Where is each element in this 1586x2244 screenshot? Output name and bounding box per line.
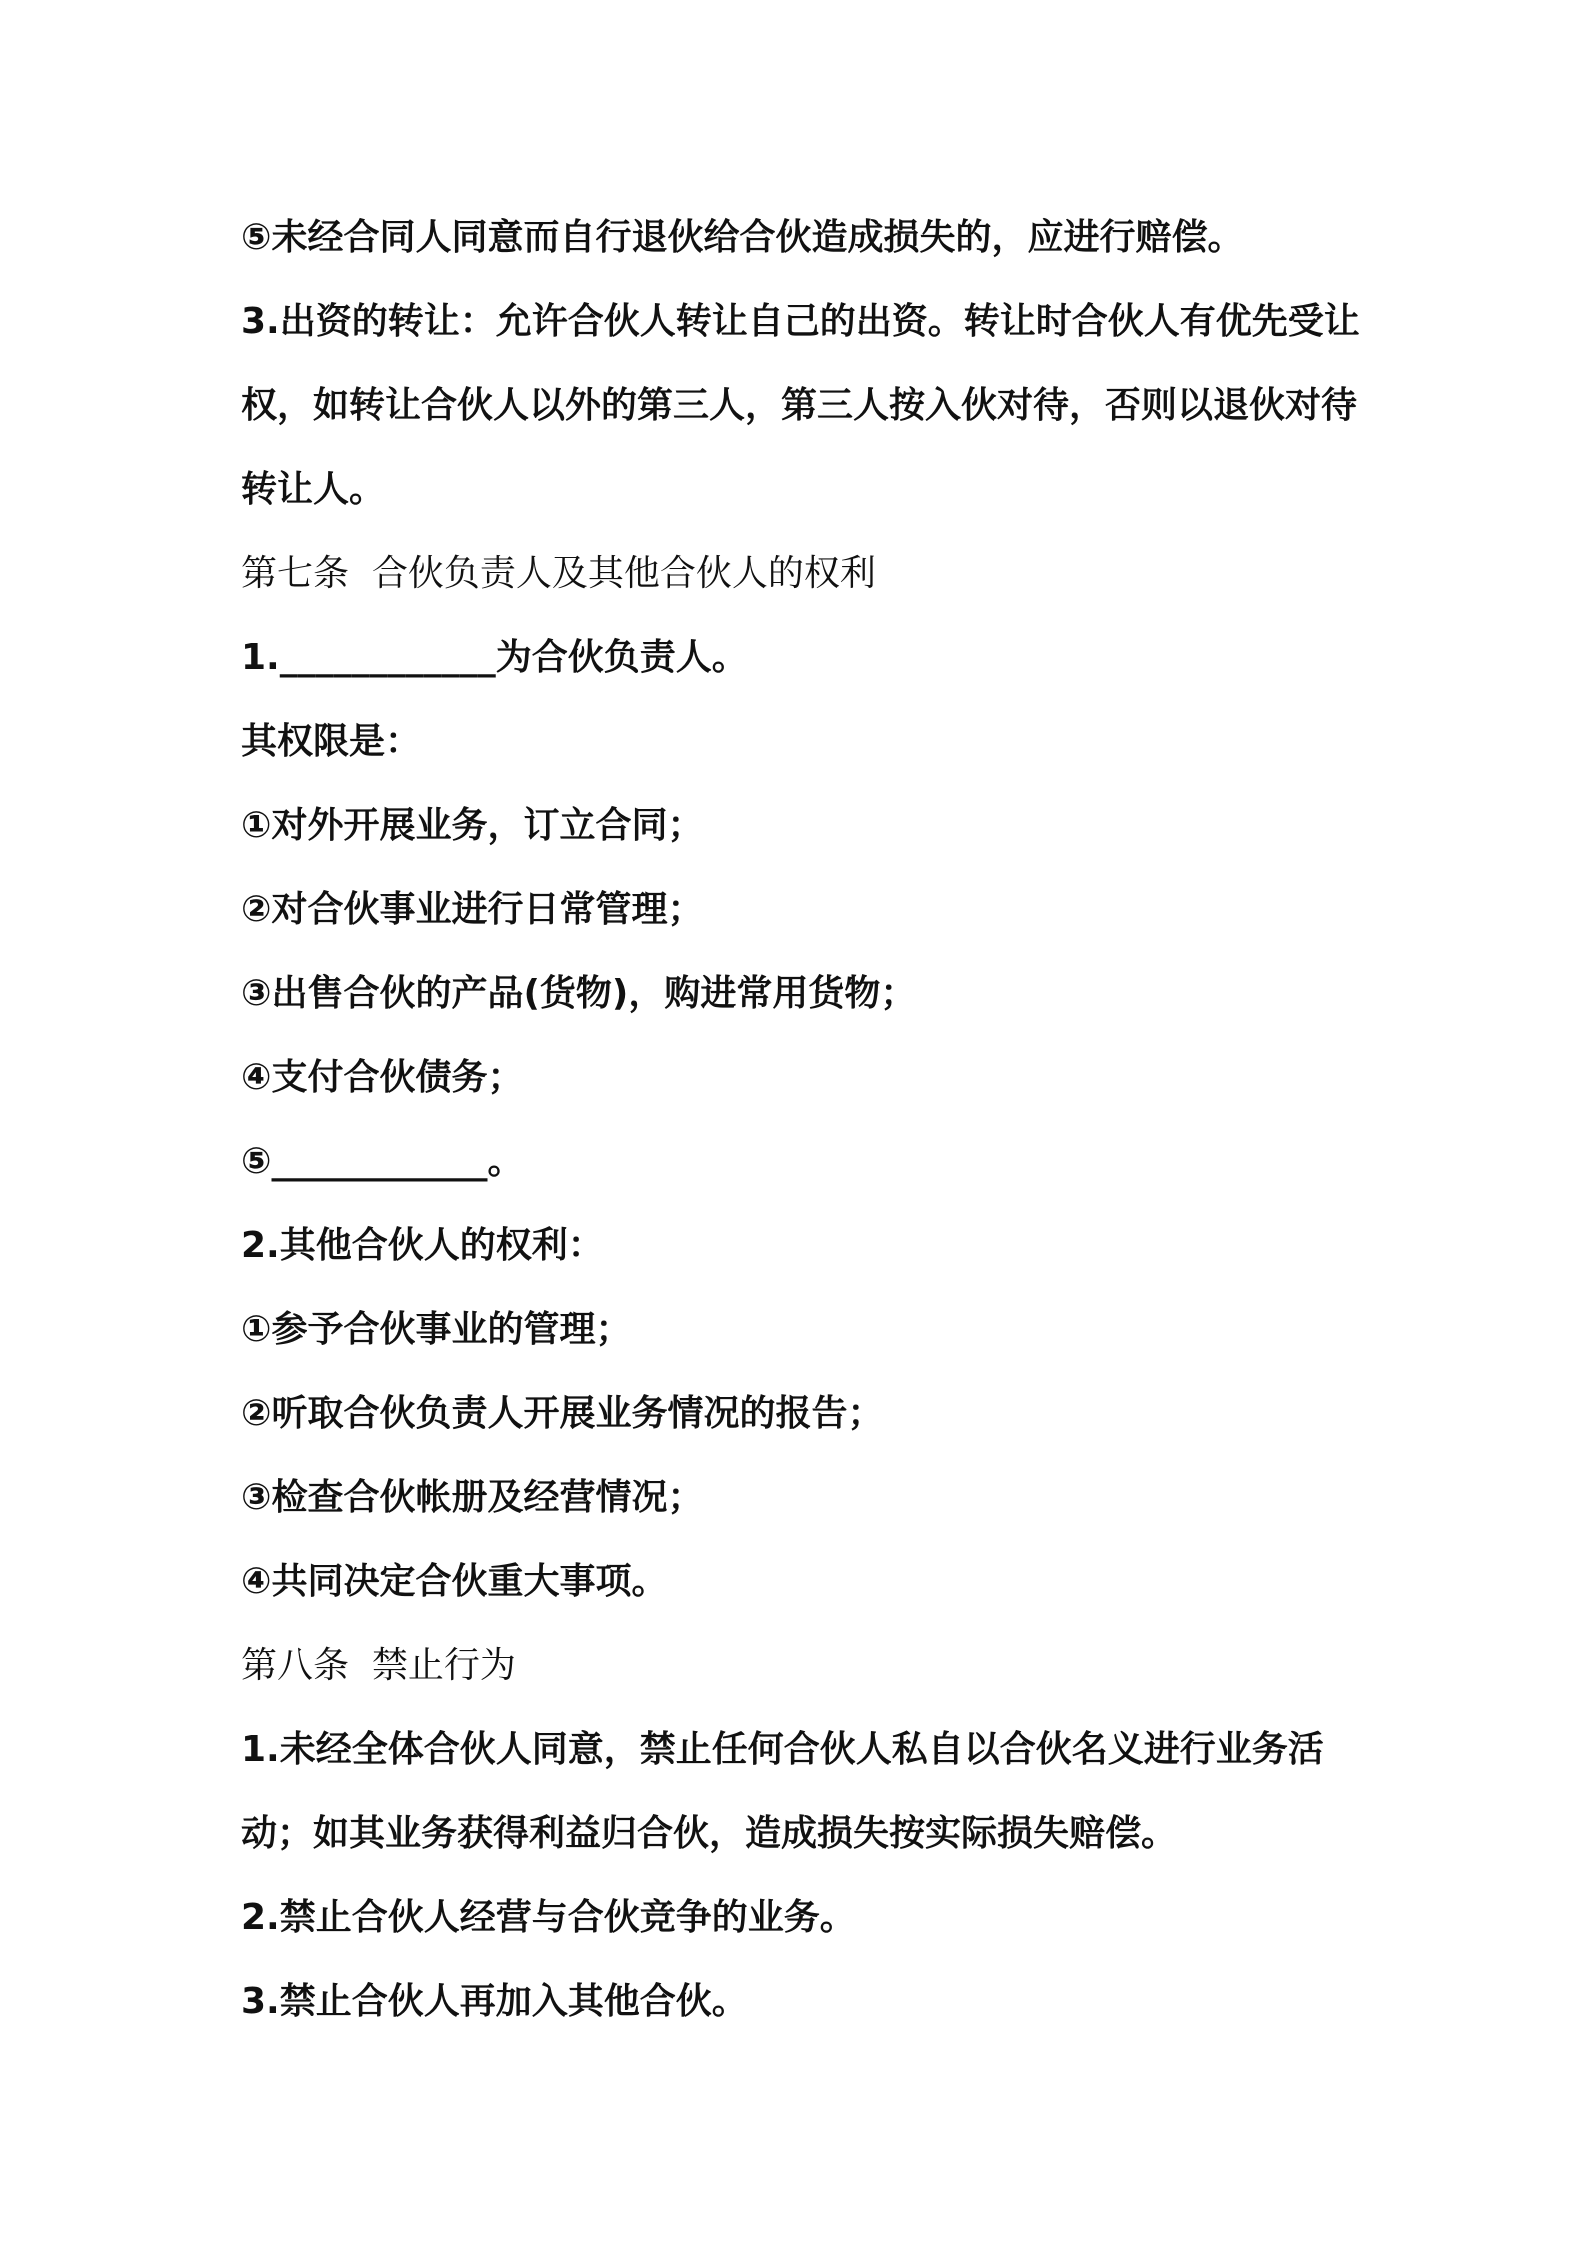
clause-7-right-1: ①参予合伙事业的管理；: [241, 1309, 632, 1350]
clause-7-right-3: ③检查合伙帐册及经营情况；: [241, 1477, 704, 1518]
clause-7-right-2: ②听取合伙负责人开展业务情况的报告；: [241, 1393, 884, 1434]
clause-6-item-5: ⑤未经合同人同意而自行退伙给合伙造成损失的，应进行赔偿。: [241, 217, 1244, 258]
clause-8-section-2: 2.禁止合伙人经营与合伙竞争的业务。: [241, 1897, 856, 1938]
clause-7-authority-5: ⑤____________。: [241, 1141, 524, 1182]
clause-7-authority-2: ②对合伙事业进行日常管理；: [241, 889, 704, 930]
clause-7-heading: 第七条 合伙负责人及其他合伙人的权利: [241, 553, 876, 594]
clause-8-section-3: 3.禁止合伙人再加入其他合伙。: [241, 1981, 748, 2022]
clause-8-heading: 第八条 禁止行为: [241, 1645, 516, 1686]
clause-7-authority-intro: 其权限是：: [241, 721, 422, 762]
clause-7-section-2: 2.其他合伙人的权利：: [241, 1225, 604, 1266]
document-body: [241, 196, 1361, 2044]
clause-7-right-4: ④共同决定合伙重大事项。: [241, 1561, 668, 1602]
clause-6-section-3: 3.出资的转让：允许合伙人转让自己的出资。转让时合伙人有优先受让权，如转让合伙人以外的第三人，第三人按入伙对待，否则以退伙对待转让人。: [241, 301, 1360, 510]
clause-8-section-1: 1.未经全体合伙人同意，禁止任何合伙人私自以合伙名义进行业务活动；如其业务获得利益归合伙，造成损失按实际损失赔偿。: [241, 1729, 1324, 1854]
clause-7-authority-1: ①对外开展业务，订立合同；: [241, 805, 704, 846]
clause-7-section-1: 1.____________为合伙负责人。: [241, 637, 748, 678]
clause-7-authority-3: ③出售合伙的产品(货物)，购进常用货物；: [241, 973, 917, 1014]
clause-7-authority-4: ④支付合伙债务；: [241, 1057, 524, 1098]
